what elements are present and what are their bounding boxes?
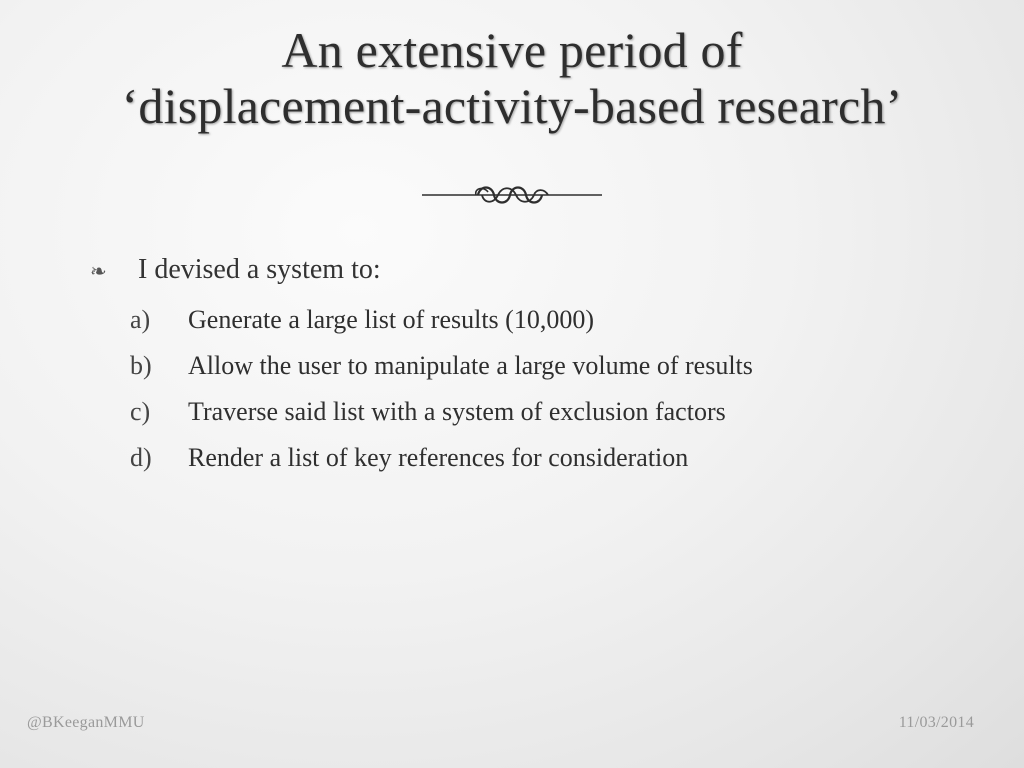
content (90, 250, 970, 481)
item-text: Traverse said list with a system of exclusion factors (188, 397, 726, 426)
item-text: Render a list of key references for consideration (188, 443, 689, 472)
item-marker: d) (130, 443, 152, 472)
title-flourish-icon (420, 180, 604, 210)
footer-date: 11/03/2014 (898, 714, 974, 731)
item-marker: c) (130, 397, 151, 426)
title-line-2: ‘displacement-activity-based research’ (121, 78, 903, 134)
list-item (130, 343, 970, 389)
item-text: Generate a large list of results (10,000) (188, 305, 594, 334)
list-item (130, 389, 970, 435)
footer-author: @BKeeganMMU (27, 714, 145, 731)
item-text: Allow the user to manipulate a large volume of results (188, 351, 753, 380)
item-marker: b) (130, 351, 152, 380)
list-item (130, 435, 970, 481)
curl-bullet-icon: ❧ (90, 259, 107, 283)
slide-title (0, 22, 1024, 134)
lead-line (90, 250, 970, 291)
title-line-1: An extensive period of (281, 22, 743, 78)
item-marker: a) (130, 305, 151, 334)
lead-text: I devised a system to: (138, 254, 381, 285)
item-list (130, 297, 970, 481)
list-item (130, 297, 970, 343)
